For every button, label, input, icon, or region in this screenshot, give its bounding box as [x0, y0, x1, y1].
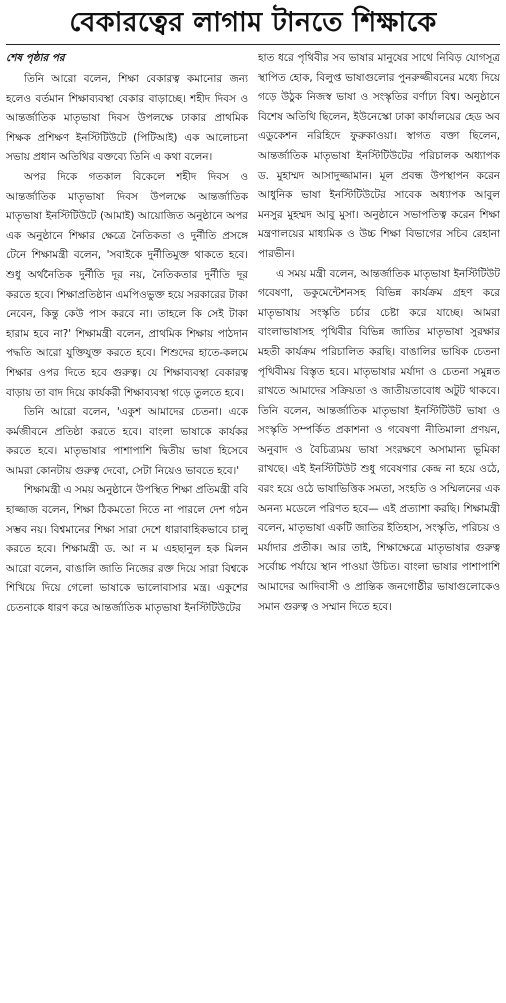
paragraph: তিনি আরো বলেন, শিক্ষা বেকারত্ব কমানোর জন্য হলেও বর্তমান শিক্ষাব্যবস্থা বেকার বাড়াচ্ছে। শহীদ দিবস ও আন্তর্জাতিক মাতৃভাষা দিবস উপলক্ষে ঢাকার প্রাথমিক শিক্ষক প্রশিক্ষণ ইনস্টিটিউটে (পিটিআই) এক আলোচনা সভায় প্রধান অতিথির বক্তব্যে তিনি এ কথা বলেন।: [6, 73, 248, 164]
headline: বেকারত্বের লাগাম টানতে শিক্ষাকে: [6, 4, 500, 45]
paragraph: এ সময় মন্ত্রী বলেন, আন্তর্জাতিক মাতৃভাষা ইনস্টিটিউট গবেষণা, ডকুমেন্টেশনসহ বিভিন্ন কার্যক্রম গ্রহণ করে মাতৃভাষায় সংস্কৃতি চর্চার চেষ্টা করে যাচ্ছে। আমরা বাংলাভাষাসহ পৃথিবীর বিভিন্ন জাতির মাতৃভাষা সুরক্ষার মহতী কার্যক্রম পরিচালিত করছি। বাঙালির ভাষিক চেতনা পৃথিবীময় বিস্তৃত হবে। মাতৃভাষার মর্যাদা ও চেতনা সমুন্নত রাখতে আমাদের সক্রিয়তা ও জাতীয়তাবোধ অটুট থাকবে। তিনি বলেন, আন্তর্জাতিক মাতৃভাষা ইনস্টিটিউট ভাষা ও সংস্কৃতি সম্পর্কিত প্রকাশনা ও গবেষণা নীতিমালা প্রণয়ন, অনুবাদ ও বৈচিত্র্যময় ভাষা সংরক্ষণে অসামান্য ভূমিকা রাখছে। এই ইনস্টিটিউট শুধু গবেষণার কেন্দ্র না হয়ে ওঠে, বরং হয়ে ওঠে ভাষাভিত্তিক সমতা, সংহতি ও সম্মিলনের এক অনন্য মডেলে পরিণত হবে— এই প্রত্যাশা করছি। শিক্ষামন্ত্রী বলেন, মাতৃভাষা একটি জাতির ইতিহাস, সংস্কৃতি, পরিচয় ও মর্যাদার প্রতীক। আর তাই, শিক্ষাক্ষেত্রে মাতৃভাষার গুরুত্ব সর্বোচ্চ পর্যায়ে স্থান পাওয়া উচিত। বাংলা ভাষার পাশাপাশি আমাদের আদিবাসী ও প্রান্তিক জনগোষ্ঠীর ভাষাগুলোকেও সমান গুরুত্ব ও সম্মান দিতে হবে।: [258, 267, 500, 613]
paragraph: শিক্ষামন্ত্রী এ সময় অনুষ্ঠানে উপস্থিত শিক্ষা প্রতিমন্ত্রী ববি হাজ্জাজ বলেন, শিক্ষা ঠিকমতো দিতে না পারলে দেশ গঠন সম্ভব নয়। বিশ্বমানের শিক্ষা সারা দেশে ধারাবাহিকভাবে চালু করতে হবে। শিক্ষামন্ত্রী ড. আ ন ম এহছানুল হক মিলন আরো বলেন, বাঙালি জাতি নিজের রক্ত দিয়ে সারা বিশ্বকে শিখিয়ে দিয়ে গেলো ভাষাকে ভালোবাসার মন্ত্র। একুশের চেতনাকে ধারণ করে আন্তর্জাতিক মাতৃভাষা ইনস্টিটিউটের: [6, 484, 248, 615]
right-column: [258, 49, 500, 1002]
paragraph: অপর দিকে গতকাল বিকেলে শহীদ দিবস ও আন্তর্জাতিক মাতৃভাষা দিবস উপলক্ষে আন্তর্জাতিক মাতৃভাষা ইনস্টিটিউটে (আমাই) আয়োজিত অনুষ্ঠানে অপর এক অনুষ্ঠানে শিক্ষার ক্ষেত্রে নৈতিকতা ও দুর্নীতি প্রসঙ্গে টেনে শিক্ষামন্ত্রী বলেন, 'সবাইকে দুর্নীতিমুক্ত থাকতে হবে। শুধু অর্থনৈতিক দুর্নীতি দূর নয়, নৈতিকতার দুর্নীতি দূর করতে হবে। শিক্ষাপ্রতিষ্ঠান এমপিওভুক্ত হয়ে সরকারের টাকা নেবেন, কিন্তু কেউ পাস করবে না। তাহলে কি সেই টাকা হারাম হবে না?' শিক্ষামন্ত্রী বলেন, প্রাথমিক শিক্ষায় পাঠদান পদ্ধতি আরো যুক্তিযুক্ত করতে হবে। শিশুদের হাতে-কলমে শিক্ষার ওপর দিতে হবে গুরুত্ব। যে শিক্ষাব্যবস্থা বেকারত্ব বাড়ায় তা বাদ দিয়ে কার্যকরী শিক্ষাব্যবস্থা গড়ে তুলতে হবে।: [6, 170, 248, 399]
left-column: [6, 49, 248, 1002]
paragraph: তিনি আরো বলেন, 'একুশ আমাদের চেতনা। একে কর্মজীবনে প্রতিষ্ঠা করতে হবে। বাংলা ভাষাকে কার্যকর করতে হবে। মাতৃভাষার পাশাপাশি দ্বিতীয় ভাষা হিসেবে আমরা কোনটায় গুরুত্ব দেবো, সেটা নিয়েও ভাবতে হবে।': [6, 406, 248, 477]
paragraph: হাত ধরে পৃথিবীর সব ভাষার মানুষের সাথে নিবিড় যোগসূত্র স্থাপিত হোক, বিলুপ্ত ভাষাগুলোর পুনরুজ্জীবনের মধ্যে দিয়ে গড়ে উঠুক নিজস্ব ভাষা ও সংস্কৃতির বর্ণাঢ্য বিশ্ব। অনুষ্ঠানে বিশেষ অতিথি ছিলেন, ইউনেস্কো ঢাকা কার্যালয়ের হেড অব এডুকেশন নরিহিদে ফুরুকাওয়া। স্বাগত বক্তা ছিলেন, আন্তর্জাতিক মাতৃভাষা ইনস্টিটিউটের পরিচালক অধ্যাপক ড. মুহাম্মদ আসাদুজ্জামান। মূল প্রবন্ধ উপস্থাপন করেন আধুনিক ভাষা ইনস্টিটিউটের সাবেক অধ্যাপক আবুল মনসুর মুহম্মদ আবু মুসা। অনুষ্ঠানে সভাপতিত্ব করেন শিক্ষা মন্ত্রণালয়ের মাধ্যমিক ও উচ্চ শিক্ষা বিভাগের সচিব রেহানা পারভীন।: [258, 52, 500, 260]
article-body: [6, 49, 500, 1002]
continued-label: শেষ পৃষ্ঠার পর: [6, 52, 65, 64]
